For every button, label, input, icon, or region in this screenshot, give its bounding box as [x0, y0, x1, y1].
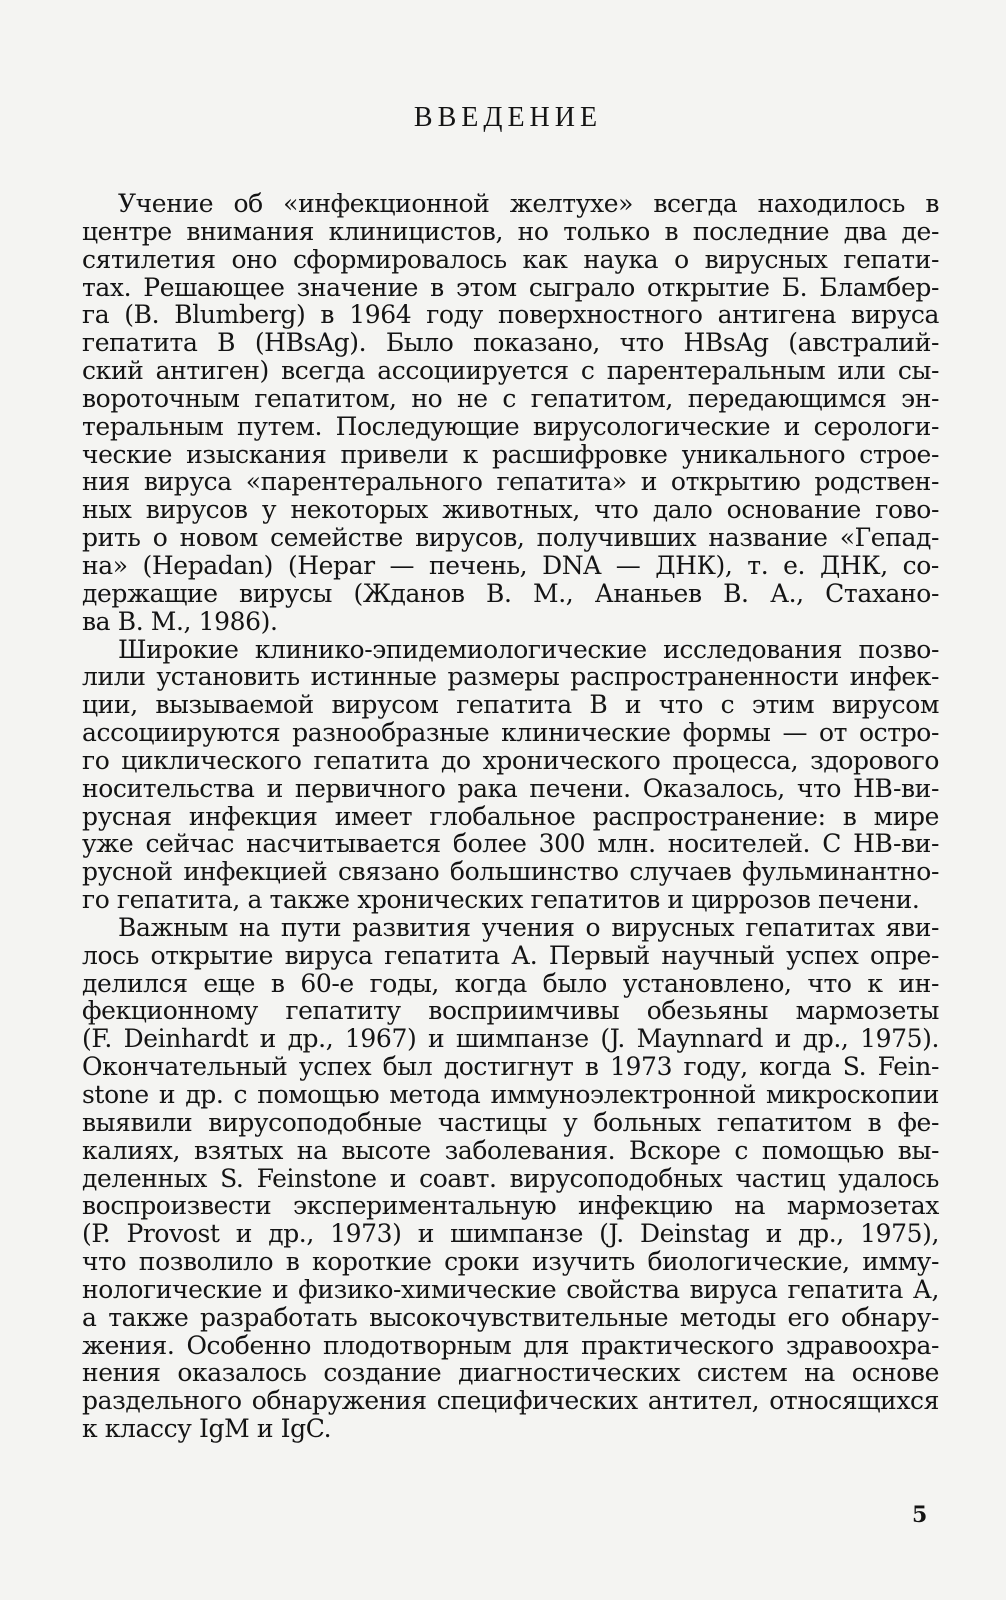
text-line: Важным на пути развития учения о вирусных гепатитах яви-: [118, 912, 939, 942]
text-line: го гепатита, а также хронических гепатитов и циррозов печени.: [82, 885, 920, 915]
text-line: центре внимания клиницистов, но только в последние два де-: [82, 216, 939, 246]
text-line: что позволило в короткие сроки изучить биологические, имму-: [82, 1247, 939, 1277]
text-line: русная инфекция имеет глобальное распространение: в мире: [82, 801, 939, 831]
text-line: ния вируса «парентерального гепатита» и открытию родствен-: [82, 467, 939, 497]
text-line: (P. Provost и др., 1973) и шимпанзе (J. Deinstag и др., 1975),: [82, 1219, 939, 1249]
text-line: выявили вирусоподобные частицы у больных гепатитом в фе-: [82, 1107, 939, 1137]
text-line: русной инфекцией связано большинство случаев фульминантно-: [82, 857, 939, 887]
text-line: делился еще в 60-е годы, когда было установлено, что к ин-: [82, 968, 939, 998]
text-line: нения оказалось создание диагностических систем на основе: [82, 1358, 939, 1388]
text-line: держащие вирусы (Жданов В. М., Ананьев В. А., Стахано-: [82, 578, 939, 608]
text-line: нологические и физико-химические свойства вируса гепатита А,: [82, 1274, 939, 1304]
text-line: уже сейчас насчитывается более 300 млн. носителей. С HB-ви-: [82, 829, 939, 859]
text-line: га (B. Blumberg) в 1964 году поверхностного антигена вируса: [82, 300, 939, 330]
text-line: ции, вызываемой вирусом гепатита В и что с этим вирусом: [82, 690, 939, 720]
text-line: воспроизвести экспериментальную инфекцию на мармозетах: [82, 1191, 939, 1221]
text-line: жения. Особенно плодотворным для практического здравоохра-: [82, 1330, 939, 1360]
text-line: лось открытие вируса гепатита А. Первый научный успех опре-: [82, 940, 939, 970]
text-line: а также разработать высокочувствительные методы его обнару-: [82, 1302, 939, 1332]
text-line: ва В. М., 1986).: [82, 606, 278, 636]
text-line: Учение об «инфекционной желтухе» всегда находилось в: [118, 189, 939, 218]
text-line: фекционному гепатиту восприимчивы обезьяны мармозеты: [82, 996, 939, 1026]
text-line: лили установить истинные размеры распространенности инфек-: [82, 662, 939, 692]
text-line: Окончательный успех был достигнут в 1973 году, когда S. Fein-: [82, 1052, 939, 1082]
text-line: Широкие клинико-эпидемиологические исследования позво-: [118, 634, 939, 664]
text-line: stone и др. с помощью метода иммуноэлектронной микроскопии: [82, 1080, 939, 1109]
text-line: теральным путем. Последующие вирусологические и серологи-: [82, 411, 939, 441]
text-line: го циклического гепатита до хронического процесса, здорового: [82, 745, 939, 775]
text-line: раздельного обнаружения специфических антител, относящихся: [82, 1386, 939, 1416]
text-line: к классу IgM и IgC.: [82, 1414, 332, 1444]
text-line: ных вирусов у некоторых животных, что дало основание гово-: [82, 495, 939, 525]
text-line: гепатита В (HBsAg). Было показано, что HBsAg (австралий-: [82, 328, 939, 358]
text-line: вороточным гепатитом, но не с гепатитом, передающимся эн-: [82, 383, 939, 413]
text-line: ский антиген) всегда ассоциируется с парентеральным или сы-: [82, 356, 939, 386]
text-line: деленных S. Feinstone и соавт. вирусоподобных частиц удалось: [82, 1163, 939, 1193]
text-line: ассоциируются разнообразные клинические формы — от остро-: [82, 718, 939, 748]
page-number: 5: [912, 1502, 928, 1528]
text-line: сятилетия оно сформировалось как наука о вирусных гепати-: [82, 244, 939, 274]
chapter-title: ВВЕДЕНИЕ: [413, 102, 603, 133]
text-line: тах. Решающее значение в этом сыграло открытие Б. Бламбер-: [82, 272, 939, 302]
text-line: калиях, взятых на высоте заболевания. Вскоре с помощью вы-: [82, 1135, 939, 1165]
text-line: (F. Deinhardt и др., 1967) и шимпанзе (J. Maynnard и др., 1975).: [82, 1024, 939, 1054]
text-line: рить о новом семействе вирусов, получивших название «Гепад-: [82, 523, 939, 553]
text-line: носительства и первичного рака печени. Оказалось, что HB-ви-: [82, 773, 939, 803]
body-text: [82, 190, 939, 1443]
text-line: ческие изыскания привели к расшифровке уникального строе-: [82, 439, 939, 469]
text-line: на» (Hepadan) (Hepar — печень, DNA — ДНК), т. е. ДНК, со-: [82, 550, 939, 580]
